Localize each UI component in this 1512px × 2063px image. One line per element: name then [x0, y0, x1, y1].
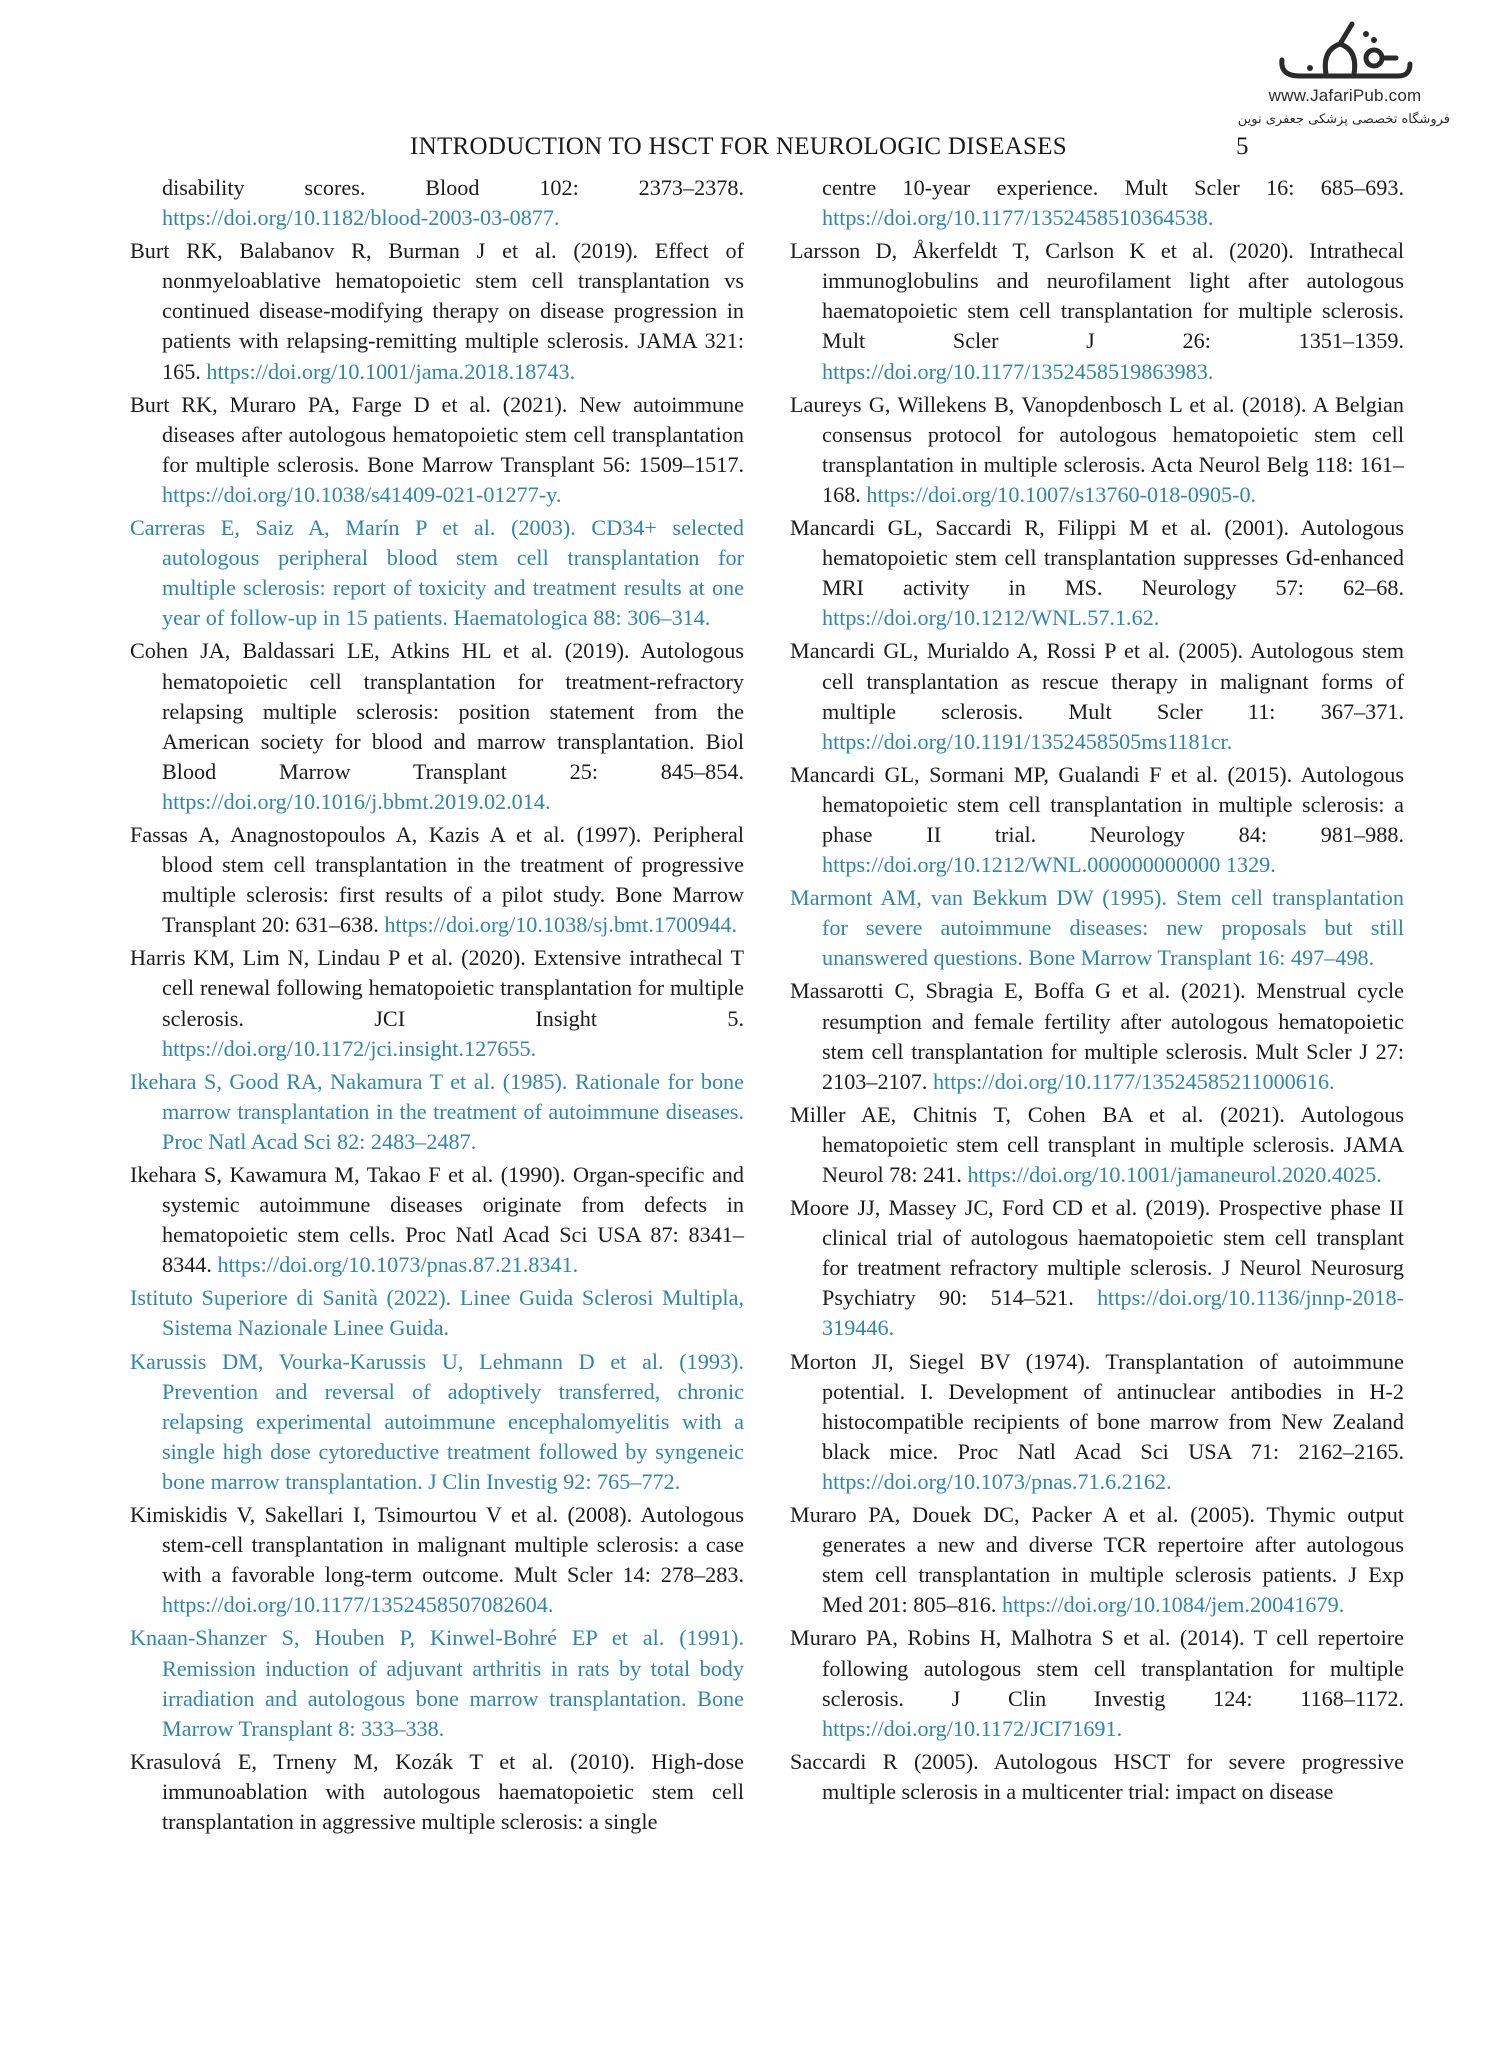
doi-link[interactable]: https://doi.org/10.1172/JCI71691.: [822, 1715, 1123, 1741]
reference-text: Krasulová E, Trneny M, Kozák T et al. (2010). High-dose immunoablation with autologous haematopoietic stem cell transplantation in aggressive multiple sclerosis: a single: [130, 1748, 744, 1834]
page-number: 5: [1236, 133, 1249, 160]
references-left-column: [130, 173, 744, 1840]
reference-entry: [130, 390, 744, 510]
doi-link[interactable]: https://doi.org/10.1212/WNL.57.1.62.: [822, 605, 1160, 631]
reference-text: Kimiskidis V, Sakellari I, Tsimourtou V et al. (2008). Autologous stem-cell transplantation in malignant multiple sclerosis: a case with a favorable long-term outcome. Mult Scler 14: 278–283.: [130, 1502, 744, 1588]
doi-link[interactable]: https://doi.org/10.1177/1352458507082604.: [162, 1592, 554, 1618]
doi-link[interactable]: https://doi.org/10.1073/pnas.71.6.2162.: [822, 1468, 1172, 1494]
reference-entry: [130, 173, 744, 233]
doi-link[interactable]: https://doi.org/10.1191/1352458505ms1181cr.: [822, 728, 1233, 754]
reference-entry: [130, 943, 744, 1063]
reference-text: Knaan-Shanzer S, Houben P, Kinwel-Bohré EP et al. (1991). Remission induction of adjuvant arthritis in rats by total body irradiation and autologous bone marrow transplantation. Bone Marrow Transplant 8: 333–338.: [130, 1625, 744, 1741]
reference-text: Muraro PA, Robins H, Malhotra S et al. (2014). T cell repertoire following autologous stem cell transplantation for multiple sclerosis. J Clin Investig 124: 1168–1172.: [790, 1625, 1404, 1711]
reference-text: Carreras E, Saiz A, Marín P et al. (2003). CD34+ selected autologous peripheral blood stem cell transplantation for multiple sclerosis: report of toxicity and treatment results at one year of follow-up in 15 patients. Haematologica 88: 306–314.: [130, 515, 744, 631]
reference-entry: [790, 390, 1404, 510]
reference-entry: [790, 1193, 1404, 1343]
reference-text: Istituto Superiore di Sanità (2022). Linee Guida Sclerosi Multipla, Sistema Nazionale Linee Guida.: [130, 1285, 744, 1341]
doi-link[interactable]: https://doi.org/10.1182/blood-2003-03-0877.: [162, 205, 560, 231]
reference-entry: [130, 1747, 744, 1837]
doi-link[interactable]: https://doi.org/10.1084/jem.20041679.: [1001, 1592, 1345, 1618]
reference-text: Larsson D, Åkerfeldt T, Carlson K et al. (2020). Intrathecal immunoglobulins and neurofilament light after autologous haematopoietic stem cell transplantation for multiple sclerosis. Mult Scler J 26: 1351–1359.: [790, 238, 1404, 354]
reference-entry: [130, 1500, 744, 1620]
reference-entry: [130, 1623, 744, 1743]
reference-entry: [790, 976, 1404, 1096]
doi-link[interactable]: https://doi.org/10.1038/s41409-021-01277-y.: [162, 481, 562, 507]
reference-entry: [790, 883, 1404, 973]
reference-entry: [790, 1500, 1404, 1620]
reference-text: Mancardi GL, Murialdo A, Rossi P et al. (2005). Autologous stem cell transplantation as rescue therapy in malignant forms of multiple sclerosis. Mult Scler 11: 367–371.: [790, 638, 1404, 724]
doi-link[interactable]: https://doi.org/10.1177/13524585211000616.: [932, 1068, 1335, 1094]
reference-entry: [130, 236, 744, 386]
reference-entry: [130, 1283, 744, 1343]
reference-text: Fassas A, Anagnostopoulos A, Kazis A et al. (1997). Peripheral blood stem cell transplantation in the treatment of progressive multiple sclerosis: first results of a pilot study. Bone Marrow Transplant 20: 631–638.: [130, 821, 744, 938]
doi-link[interactable]: https://doi.org/10.1212/WNL.000000000000 1329.: [822, 852, 1276, 878]
doi-link[interactable]: https://doi.org/10.1016/j.bbmt.2019.02.014.: [162, 788, 551, 814]
references-right-column: [790, 173, 1404, 1810]
logo-url: www.JafariPub.com: [1268, 86, 1422, 105]
reference-entry: [790, 513, 1404, 633]
doi-link[interactable]: https://doi.org/10.1136/jnnp-2018-319446.: [822, 1285, 1404, 1341]
doi-link[interactable]: https://doi.org/10.1001/jamaneurol.2020.4025.: [967, 1162, 1382, 1187]
reference-entry: [790, 760, 1404, 880]
doi-link[interactable]: https://doi.org/10.1007/s13760-018-0905-0.: [866, 481, 1257, 507]
reference-text: Ikehara S, Good RA, Nakamura T et al. (1985). Rationale for bone marrow transplantation in the treatment of autoimmune diseases. Proc Natl Acad Sci 82: 2483–2487.: [130, 1068, 744, 1154]
reference-entry: [790, 1347, 1404, 1497]
doi-link[interactable]: https://doi.org/10.1038/sj.bmt.1700944.: [384, 912, 738, 938]
doi-link[interactable]: https://doi.org/10.1073/pnas.87.21.8341.: [217, 1252, 579, 1278]
reference-text: Morton JI, Siegel BV (1974). Transplantation of autoimmune potential. I. Development of antinuclear antibodies in H-2 histocompatible recipients of bone marrow from New Zealand black mice. Proc Natl Acad Sci USA 71: 2162–2165.: [790, 1348, 1404, 1464]
reference-text: Burt RK, Muraro PA, Farge D et al. (2021). New autoimmune diseases after autologous hematopoietic stem cell transplantation for multiple sclerosis. Bone Marrow Transplant 56: 1509–1517.: [130, 391, 744, 477]
reference-text: Marmont AM, van Bekkum DW (1995). Stem cell transplantation for severe autoimmune diseases: new proposals but still unanswered questions. Bone Marrow Transplant 16: 497–498.: [790, 885, 1404, 971]
reference-text: Ikehara S, Kawamura M, Takao F et al. (1990). Organ-specific and systemic autoimmune diseases originate from defects in hematopoietic stem cells. Proc Natl Acad Sci USA 87: 8341–8344.: [130, 1162, 744, 1278]
reference-text: Miller AE, Chitnis T, Cohen BA et al. (2021). Autologous hematopoietic stem cell transplant in multiple sclerosis. JAMA Neurol 78: 241.: [790, 1101, 1404, 1187]
reference-text: Karussis DM, Vourka-Karussis U, Lehmann D et al. (1993). Prevention and reversal of adoptively transferred, chronic relapsing experimental autoimmune encephalomyelitis with a single high dose cytoreductive treatment followed by syngeneic bone marrow transplantation. J Clin Investig 92: 765–772.: [130, 1348, 744, 1494]
reference-text: Mancardi GL, Saccardi R, Filippi M et al. (2001). Autologous hematopoietic stem cell transplantation suppresses Gd-enhanced MRI activity in MS. Neurology 57: 62–68.: [790, 515, 1404, 601]
reference-text: Saccardi R (2005). Autologous HSCT for severe progressive multiple sclerosis in a multicenter trial: impact on disease: [790, 1748, 1404, 1804]
reference-entry: [790, 636, 1404, 756]
doi-link[interactable]: https://doi.org/10.1172/jci.insight.127655.: [162, 1035, 537, 1061]
reference-entry: [130, 1160, 744, 1280]
reference-entry: [130, 1067, 744, 1157]
reference-entry: [790, 1747, 1404, 1807]
running-header: INTRODUCTION TO HSCT FOR NEUROLOGIC DISEASES: [410, 133, 1067, 160]
reference-entry: [790, 1623, 1404, 1743]
reference-text: Muraro PA, Douek DC, Packer A et al. (2005). Thymic output generates a new and diverse TCR repertoire after autologous stem cell transplantation in multiple sclerosis patients. J Exp Med 201: 805–816.: [790, 1502, 1404, 1618]
logo-subtitle: فروشگاه تخصصی پزشکی جعفری نوین: [1237, 112, 1450, 127]
reference-text: Cohen JA, Baldassari LE, Atkins HL et al. (2019). Autologous hematopoietic cell transplantation for treatment-refractory relapsing multiple sclerosis: position statement from the American society for blood and marrow transplantation. Biol Blood Marrow Transplant 25: 845–854.: [130, 638, 744, 784]
reference-text: Massarotti C, Sbragia E, Boffa G et al. (2021). Menstrual cycle resumption and female fertility after autologous hematopoietic stem cell transplantation for multiple sclerosis. Mult Scler J 27: 2103–2107.: [790, 978, 1404, 1094]
reference-text: centre 10-year experience. Mult Scler 16: 685–693.: [822, 175, 1404, 200]
reference-entry: [790, 1100, 1404, 1190]
reference-entry: [130, 513, 744, 633]
doi-link[interactable]: https://doi.org/10.1001/jama.2018.18743.: [206, 358, 576, 384]
reference-entry: [790, 236, 1404, 386]
jafari-pub-logo-icon: [1270, 20, 1420, 84]
reference-text: disability scores. Blood 102: 2373–2378.: [162, 175, 744, 200]
reference-text: Mancardi GL, Sormani MP, Gualandi F et al. (2015). Autologous hematopoietic stem cell transplantation in multiple sclerosis: a phase II trial. Neurology 84: 981–988.: [790, 761, 1404, 847]
reference-entry: [130, 1347, 744, 1497]
reference-text: Moore JJ, Massey JC, Ford CD et al. (2019). Prospective phase II clinical trial of autologous haematopoietic stem cell transplant for treatment refractory multiple sclerosis. J Neurol Neurosurg Psychiatry 90: 514–521.: [790, 1195, 1404, 1311]
reference-text: Harris KM, Lim N, Lindau P et al. (2020). Extensive intrathecal T cell renewal following hematopoietic transplantation for multiple sclerosis. JCI Insight 5.: [130, 945, 744, 1031]
reference-entry: [130, 636, 744, 817]
reference-text: Laureys G, Willekens B, Vanopdenbosch L et al. (2018). A Belgian consensus protocol for autologous hematopoietic stem cell transplantation in multiple sclerosis. Acta Neurol Belg 118: 161–168.: [790, 391, 1404, 507]
reference-entry: [130, 820, 744, 940]
reference-text: Burt RK, Balabanov R, Burman J et al. (2019). Effect of nonmyeloablative hematopoietic stem cell transplantation vs continued disease-modifying therapy on disease progression in patients with relapsing-remitting multiple sclerosis. JAMA 321: 165.: [130, 238, 744, 384]
doi-link[interactable]: https://doi.org/10.1177/1352458519863983.: [822, 358, 1214, 384]
reference-entry: [790, 173, 1404, 233]
publisher-logo: [1237, 20, 1450, 160]
doi-link[interactable]: https://doi.org/10.1177/1352458510364538.: [822, 205, 1214, 231]
